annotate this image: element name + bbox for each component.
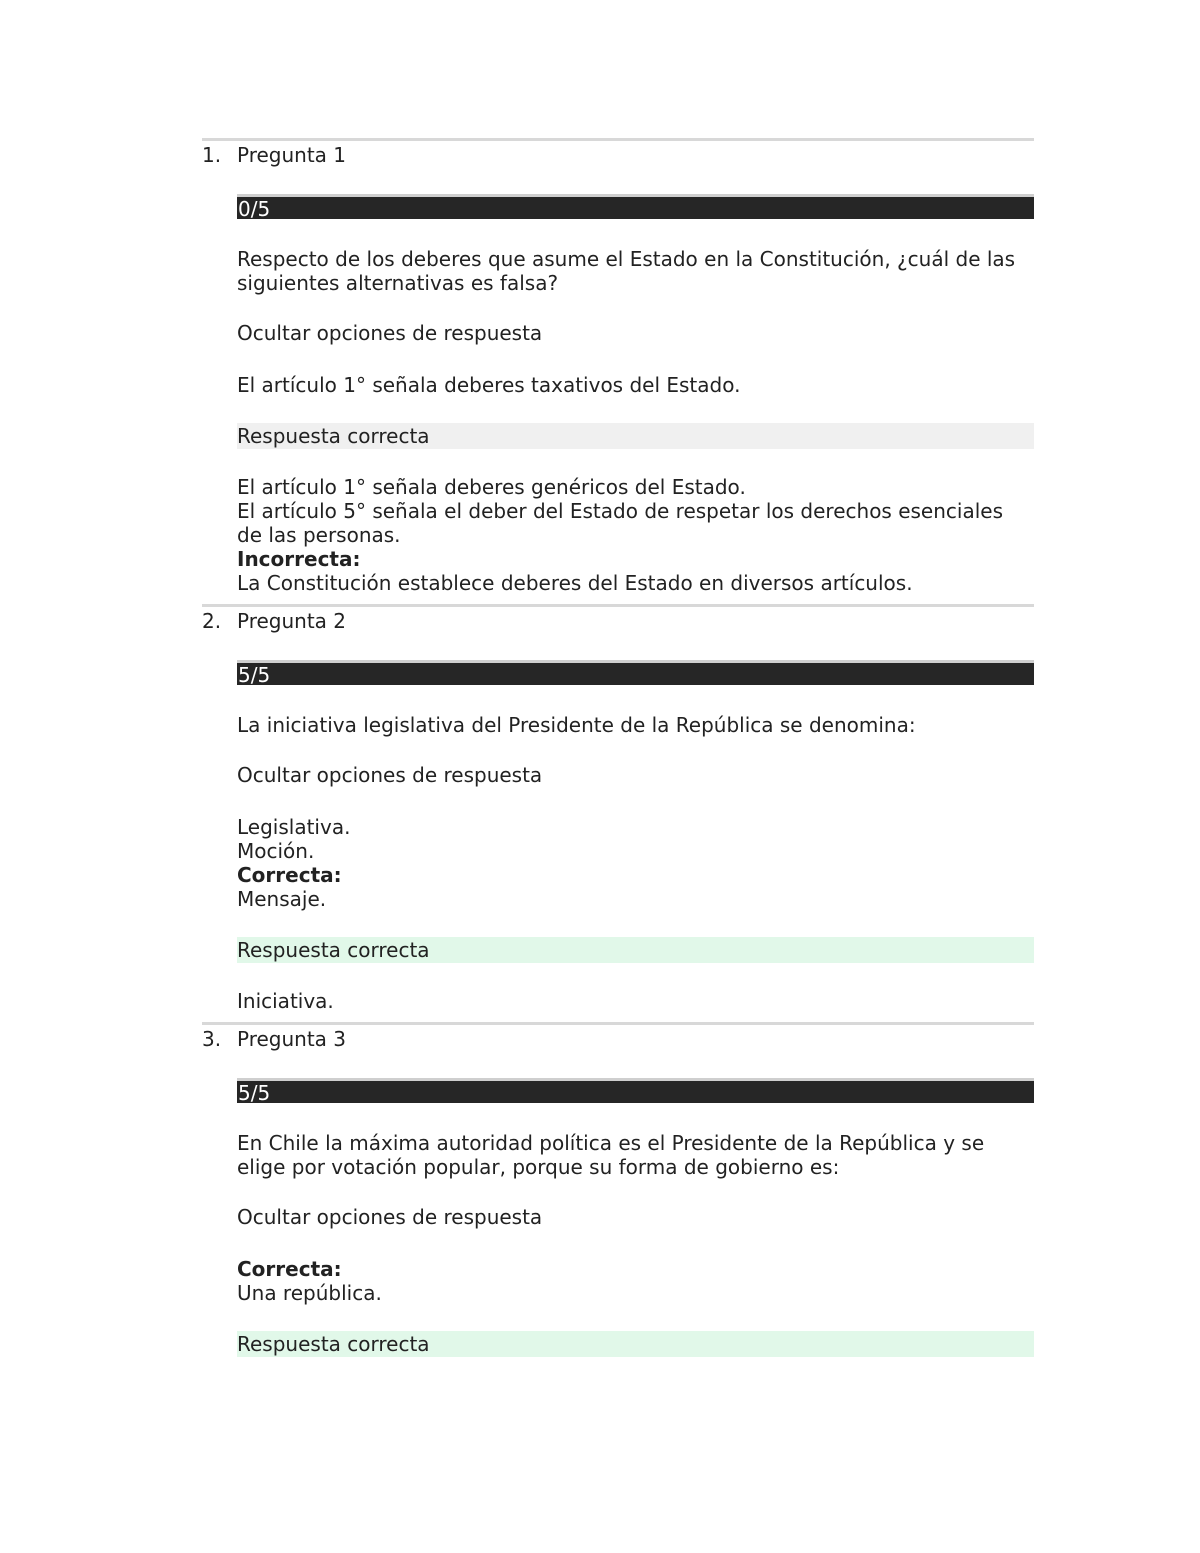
selected-answer-label: Incorrecta: — [237, 547, 361, 571]
question-number: 2. — [202, 609, 222, 633]
hide-answer-options-link[interactable]: Ocultar opciones de respuesta — [237, 763, 543, 787]
question-2 — [202, 604, 1034, 1013]
selected-answer-label: Correcta: — [237, 1257, 342, 1281]
question-text: En Chile la máxima autoridad política es el Presidente de la República y se elige por votación popular, porque su forma de gobierno es: — [237, 1131, 985, 1179]
question-3 — [202, 1022, 1034, 1357]
score-bar: 5/5 — [237, 660, 1034, 685]
answer-option: Iniciativa. — [237, 989, 334, 1013]
question-text: La iniciativa legislativa del Presidente de la República se denomina: — [237, 713, 916, 737]
selected-answer: Una república. — [237, 1281, 382, 1305]
hide-answer-options-link[interactable]: Ocultar opciones de respuesta — [237, 321, 543, 345]
answer-option: Legislativa. — [237, 815, 351, 839]
question-title: Pregunta 2 — [237, 609, 347, 633]
answer-option: El artículo 1° señala deberes genéricos del Estado. — [237, 475, 746, 499]
answer-options — [237, 815, 1034, 1013]
question-text: Respecto de los deberes que asume el Estado en la Constitución, ¿cuál de las siguientes alternativas es falsa? — [237, 247, 1016, 295]
answer-option: El artículo 5° señala el deber del Estado de respetar los derechos esenciales de las personas. — [237, 499, 1003, 547]
question-title: Pregunta 3 — [237, 1027, 347, 1051]
question-1 — [202, 138, 1034, 595]
answer-option: Moción. — [237, 839, 315, 863]
question-number: 1. — [202, 143, 222, 167]
selected-answer: Mensaje. — [237, 887, 327, 911]
feedback-correct-answer: Respuesta correcta — [237, 1331, 1034, 1357]
answer-options — [237, 373, 1034, 595]
feedback-correct-answer: Respuesta correcta — [237, 937, 1034, 963]
feedback-correct-answer: Respuesta correcta — [237, 423, 1034, 449]
selected-answer: La Constitución establece deberes del Estado en diversos artículos. — [237, 571, 913, 595]
question-title: Pregunta 1 — [237, 143, 347, 167]
score-bar: 5/5 — [237, 1078, 1034, 1103]
question-number: 3. — [202, 1027, 222, 1051]
answer-options — [237, 1257, 1034, 1357]
score-bar: 0/5 — [237, 194, 1034, 219]
hide-answer-options-link[interactable]: Ocultar opciones de respuesta — [237, 1205, 543, 1229]
quiz-results-list — [202, 138, 1034, 1366]
answer-option: El artículo 1° señala deberes taxativos del Estado. — [237, 373, 741, 397]
selected-answer-label: Correcta: — [237, 863, 342, 887]
